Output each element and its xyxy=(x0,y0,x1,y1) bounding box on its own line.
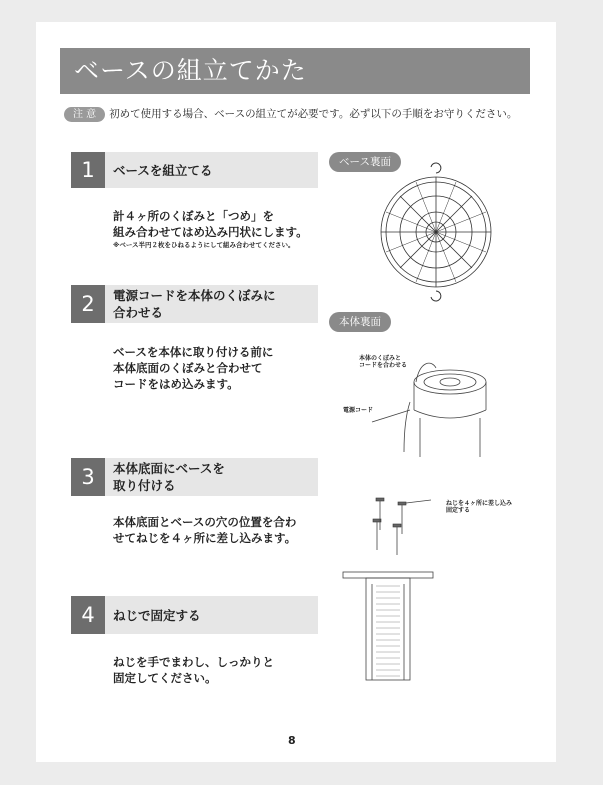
step-2-number: 2 xyxy=(71,285,105,323)
step-4-title: ねじで固定する xyxy=(113,607,201,623)
step-4-body xyxy=(113,654,274,686)
screw-callout-line-2: 固定する xyxy=(446,507,471,514)
manual-page xyxy=(36,22,556,762)
step-4-number: 4 xyxy=(71,596,105,634)
page-title: ベースの組立てかた xyxy=(60,48,530,94)
step-2-body xyxy=(113,344,273,392)
page-number: 8 xyxy=(288,734,296,747)
step-1-number: 1 xyxy=(71,152,105,188)
notice-text: 初めて使用する場合、ベースの組立てが必要です。必ず以下の手順をお守りください。 xyxy=(109,108,518,120)
step-1-title: ベースを組立てる xyxy=(113,162,213,178)
step-3-line-2: せてねじを４ヶ所に差し込みます。 xyxy=(113,531,297,545)
base-ring-illustration xyxy=(381,162,491,302)
step-1-line-1: 計４ヶ所のくぼみと「つめ」を xyxy=(113,209,274,223)
step-4-header xyxy=(71,596,318,634)
step-2-title xyxy=(113,285,314,323)
step-2-line-2: 本体底面のくぼみと合わせて xyxy=(113,361,263,375)
step-4-line-2: 固定してください。 xyxy=(113,671,217,685)
step-2-header xyxy=(71,285,318,323)
step-1-body xyxy=(113,208,308,250)
notice xyxy=(64,106,554,122)
step-1-header xyxy=(71,152,318,188)
step-3-header xyxy=(71,458,318,496)
base-back-label: ベース裏面 xyxy=(329,152,401,172)
step-2-line-3: コードをはめ込みます。 xyxy=(113,377,239,391)
cord-label: 電源コード xyxy=(343,407,374,414)
step-1-line-2: 組み合わせてはめ込み円状にします。 xyxy=(113,225,308,239)
step-4-line-1: ねじを手でまわし、しっかりと xyxy=(113,655,274,669)
screw-callout-line-1: ねじを４ヶ所に差し込み xyxy=(446,500,513,507)
body-back-label: 本体裏面 xyxy=(329,312,391,332)
fan-body-bottom-illustration xyxy=(376,362,496,462)
notice-badge: 注 意 xyxy=(64,107,105,122)
step-1-note: ※ベース半円２枚をひねるようにして組み合わせてください。 xyxy=(113,241,295,249)
step-3-number: 3 xyxy=(71,458,105,496)
step-3-line-1: 本体底面とベースの穴の位置を合わ xyxy=(113,515,297,529)
recess-callout-line-2: コードを合わせる xyxy=(359,362,408,369)
screws-and-fan-illustration xyxy=(336,490,446,690)
step-2-title-line-1: 電源コードを本体のくぼみに xyxy=(113,288,276,303)
step-2-title-line-2: 合わせる xyxy=(113,305,164,320)
step-3-title-line-1: 本体底面にベースを xyxy=(113,461,225,476)
step-3-body xyxy=(113,514,296,546)
step-3-title-line-2: 取り付ける xyxy=(113,478,176,493)
step-2-line-1: ベースを本体に取り付ける前に xyxy=(113,345,274,359)
step-3-title xyxy=(113,458,314,496)
screw-callout xyxy=(446,500,512,514)
recess-callout-line-1: 本体のくぼみと xyxy=(359,355,402,362)
